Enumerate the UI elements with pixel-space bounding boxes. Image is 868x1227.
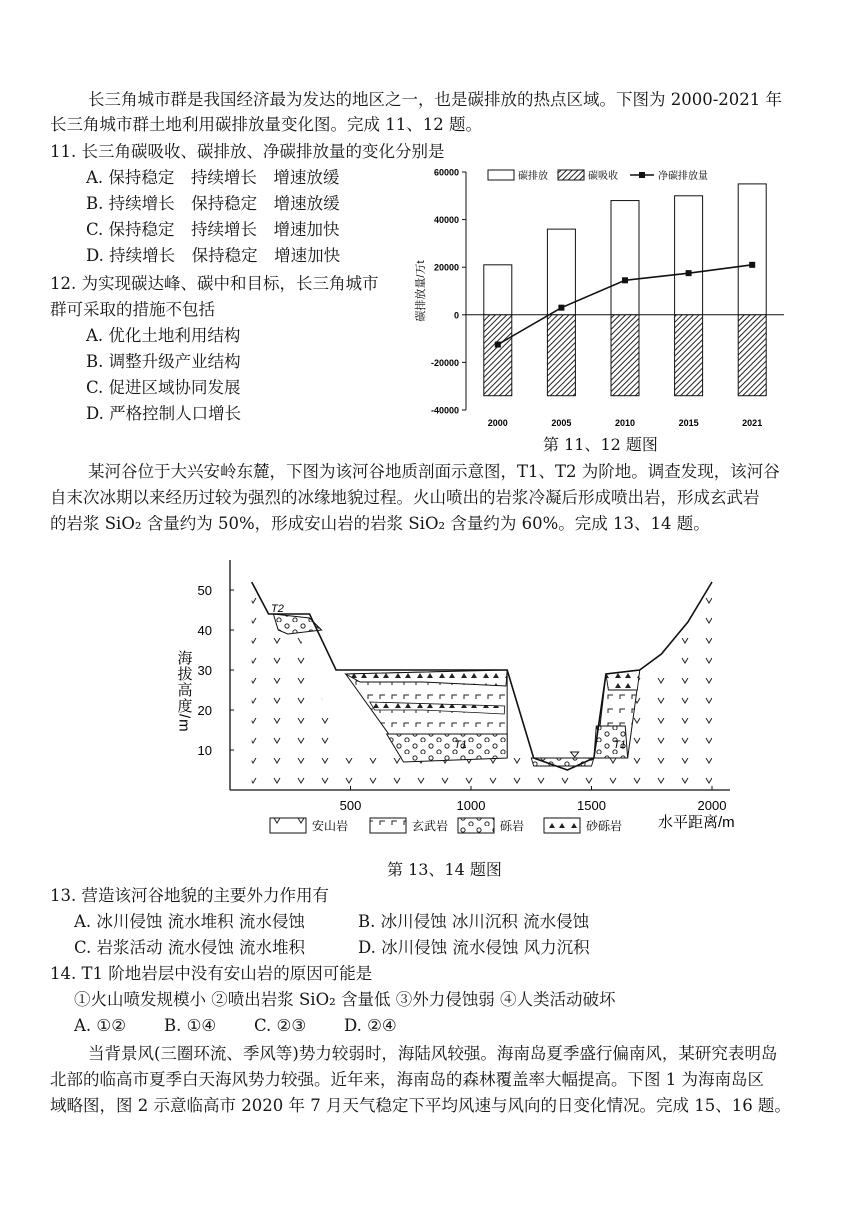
- chart-y-axis-label: 碳排放量/万t: [415, 260, 427, 322]
- passage-2-line-3: 的岩浆 SiO₂ 含量约为 50%，形成安山岩的岩浆 SiO₂ 含量约为 60%。完成 13、14 题。: [50, 514, 710, 533]
- question-11-option-b: B. 持续增长 保持稳定 增速放缓: [86, 194, 340, 213]
- chart-y-tick-label: -40000: [430, 405, 459, 416]
- legend-absorption-label: 碳吸收: [588, 171, 618, 182]
- question-11-option-d: D. 持续增长 保持稳定 增速加快: [86, 246, 341, 265]
- diagram-x-tick-label: 2000: [697, 798, 727, 813]
- question-12-option-c: C. 促进区域协同发展: [86, 378, 241, 397]
- question-14-stem: 14. T1 阶地岩层中没有安山岩的原因可能是: [50, 964, 373, 983]
- question-12-option-d: D. 严格控制人口增长: [86, 404, 242, 423]
- question-14-option-d: D. ②④: [344, 1016, 397, 1035]
- question-14-option-a: A. ①②: [74, 1016, 126, 1035]
- passage-2-line-2: 自末次冰期以来经历过较为强烈的冰缘地貌过程。火山喷出的岩浆冷凝后形成喷出岩，形成玄武岩: [50, 488, 760, 507]
- legend-label-3: 砂砾岩: [586, 819, 623, 833]
- question-12-stem-line-2: 群可采取的措施不包括: [50, 300, 215, 319]
- diagram-x-tick-label: 1000: [456, 798, 486, 813]
- emission-bar: [738, 184, 766, 315]
- absorption-bar: [611, 315, 639, 396]
- question-13-option-d: D. 冰川侵蚀 流水侵蚀 风力沉积: [358, 938, 590, 957]
- question-11-option-a: A. 保持稳定 持续增长 增速放缓: [86, 168, 340, 187]
- diagram-y-tick-label: 10: [197, 743, 212, 758]
- diagram-caption: 第 13、14 题图: [387, 860, 502, 879]
- t1-left-label: T1: [454, 739, 467, 751]
- chart-x-tick-label: 2000: [487, 418, 508, 428]
- question-14-items: ①火山喷发规模小 ②喷出岩浆 SiO₂ 含量低 ③外力侵蚀弱 ④人类活动破坏: [74, 990, 616, 1009]
- question-11-stem: 11. 长三角碳吸收、碳排放、净碳排放量的变化分别是: [50, 142, 445, 161]
- passage-3-line-3: 域略图，图 2 示意临高市 2020 年 7 月天气稳定下平均风速与风向的日变化情况。完成 15、16 题。: [50, 1096, 791, 1115]
- passage-3-line-1: 当背景风(三圈环流、季风等)势力较弱时，海陆风较强。海南岛夏季盛行偏南风，某研究表明岛: [88, 1044, 778, 1063]
- t2-label: T2: [270, 603, 284, 615]
- question-14-option-c: C. ②③: [254, 1016, 307, 1035]
- legend-net-label: 净碳排放量: [658, 171, 708, 182]
- question-12-option-a: A. 优化土地利用结构: [86, 326, 241, 345]
- diagram-y-tick-label: 40: [197, 623, 212, 638]
- legend-swatch-1: [370, 818, 406, 833]
- diagram-y-tick-label: 20: [197, 703, 212, 718]
- question-11-option-c: C. 保持稳定 持续增长 增速加快: [86, 220, 340, 239]
- diagram-x-axis-label: 水平距离/m: [658, 814, 735, 831]
- chart-x-tick-label: 2005: [551, 418, 572, 428]
- net-emission-point: [495, 342, 501, 348]
- legend-label-0: 安山岩: [312, 819, 349, 833]
- question-13-stem: 13. 营造该河谷地貌的主要外力作用有: [50, 886, 329, 905]
- passage-1-line-2: 长三角城市群土地利用碳排放量变化图。完成 11、12 题。: [50, 115, 482, 134]
- diagram-y-axis-label: 海拔高度/m: [175, 650, 193, 733]
- chart-y-tick-label: -20000: [430, 357, 459, 368]
- question-13-option-c: C. 岩浆活动 流水侵蚀 流水堆积: [74, 938, 306, 957]
- net-emission-point: [686, 270, 692, 276]
- carbon-emission-chart: [412, 160, 792, 430]
- net-emission-point: [749, 262, 755, 268]
- question-13-option-b: B. 冰川侵蚀 冰川沉积 流水侵蚀: [358, 912, 590, 931]
- chart-y-tick-label: 60000: [433, 167, 459, 178]
- diagram-x-tick-label: 500: [339, 798, 362, 813]
- passage-3-line-2: 北部的临高市夏季白天海风势力较强。近年来，海南岛的森林覆盖率大幅提高。下图 1 为海南岛区: [50, 1070, 764, 1089]
- emission-bar: [611, 201, 639, 315]
- chart-x-tick-label: 2010: [614, 418, 636, 428]
- legend-absorption-swatch: [558, 170, 584, 180]
- legend-emission-swatch: [488, 170, 514, 180]
- legend-label-1: 玄武岩: [412, 819, 449, 833]
- question-13-option-a: A. 冰川侵蚀 流水堆积 流水侵蚀: [74, 912, 305, 931]
- legend-swatch-2: [458, 818, 494, 833]
- net-emission-point: [558, 305, 564, 311]
- emission-bar: [547, 229, 575, 315]
- question-12-stem-line-1: 12. 为实现碳达峰、碳中和目标，长三角城市: [50, 274, 379, 293]
- net-emission-point: [622, 277, 628, 283]
- diagram-y-tick-label: 50: [197, 583, 212, 598]
- question-14-option-b: B. ①④: [164, 1016, 217, 1035]
- emission-bar: [484, 265, 512, 315]
- diagram-x-tick-label: 1500: [577, 798, 606, 813]
- chart-y-tick-label: 20000: [433, 262, 459, 273]
- question-12-option-b: B. 调整升级产业结构: [86, 352, 241, 371]
- legend-emission-label: 碳排放: [518, 171, 548, 182]
- emission-bar: [675, 196, 703, 315]
- absorption-bar: [547, 315, 575, 396]
- river-valley-profile-diagram: [170, 550, 770, 845]
- diagram-y-tick-label: 30: [197, 663, 212, 678]
- chart-y-tick-label: 40000: [433, 215, 459, 226]
- chart-caption: 第 11、12 题图: [543, 435, 658, 454]
- t1-right-label: T1: [613, 739, 627, 751]
- absorption-bar: [484, 315, 512, 396]
- legend-swatch-3: [544, 818, 580, 833]
- legend-swatch-0: [270, 818, 306, 833]
- chart-y-tick-label: 0: [453, 310, 459, 321]
- absorption-bar: [675, 315, 703, 396]
- absorption-bar: [738, 315, 766, 396]
- passage-1-line-1: 长三角城市群是我国经济最为发达的地区之一，也是碳排放的热点区域。下图为 2000-2021 年: [88, 90, 783, 109]
- conglomerate-layer-left: [387, 734, 508, 762]
- passage-2-line-1: 某河谷位于大兴安岭东麓，下图为该河谷地质剖面示意图，T1、T2 为阶地。调查发现，该河谷: [88, 462, 780, 481]
- water-level-marker: [571, 752, 579, 757]
- chart-x-tick-label: 2021: [742, 418, 763, 428]
- legend-net-marker: [639, 172, 645, 178]
- legend-label-2: 砾岩: [500, 819, 525, 833]
- chart-x-tick-label: 2015: [678, 418, 699, 428]
